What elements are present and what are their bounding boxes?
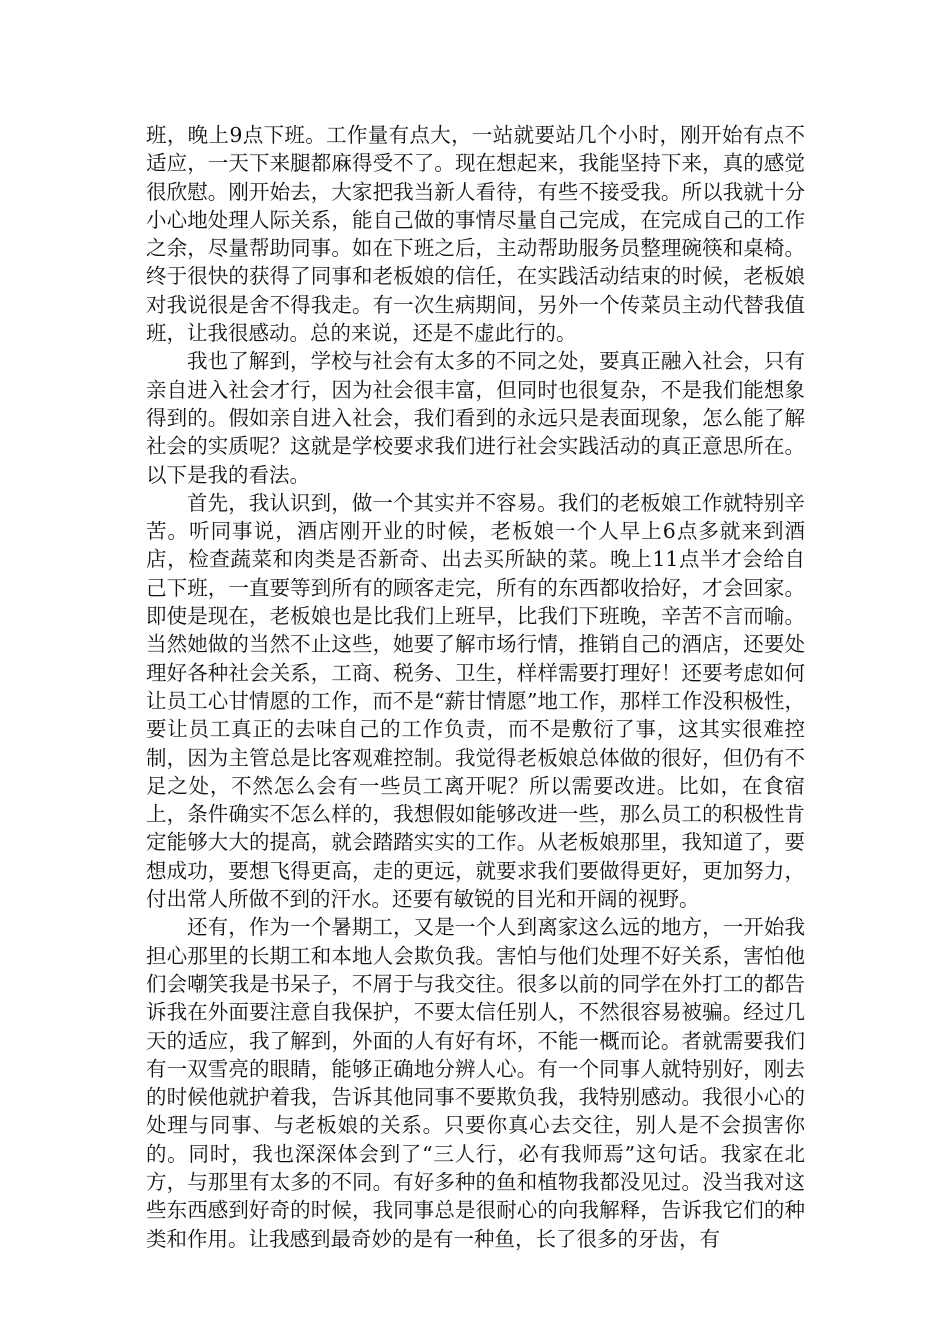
document-body [146,121,805,1253]
paragraph-3: 首先，我认识到，做一个其实并不容易。我们的老板娘工作就特别辛苦。听同事说，酒店刚开业的时候，老板娘一个人早上6点多就来到酒店，检查蔬菜和肉类是否新奇、出去买所缺的菜。晚上11点半才会给自己下班，一直要等到所有的顾客走完，所有的东西都收拾好，才会回家。即使是现在，老板娘也是比我们上班早，比我们下班晚，辛苦不言而喻。当然她做的当然不止这些，她要了解市场行情，推销自己的酒店，还要处理好各种社会关系，工商、税务、卫生，样样需要打理好！还要考虑如何让员工心甘情愿的工作，而不是“薪甘情愿”地工作，那样工作没积极性，要让员工真正的去味自己的工作负责，而不是敷衍了事，这其实很难控制，因为主管总是比客观难控制。我觉得老板娘总体做的很好，但仍有不足之处，不然怎么会有一些员工离开呢？所以需要改进。比如，在食宿上，条件确实不怎么样的，我想假如能够改进一些，那么员工的积极性肯定能够大大的提高，就会踏踏实实的工作。从老板娘那里，我知道了，要想成功，要想飞得更高，走的更远，就要求我们要做得更好，更加努力，付出常人所做不到的汗水。还要有敏锐的目光和开阔的视野。 [146,490,805,912]
paragraph-4: 还有，作为一个暑期工，又是一个人到离家这么远的地方，一开始我担心那里的长期工和本地人会欺负我。害怕与他们处理不好关系，害怕他们会嘲笑我是书呆子，不屑于与我交往。很多以前的同学在外打工的都告诉我在外面要注意自我保护，不要太信任别人，不然很容易被骗。经过几天的适应，我了解到，外面的人有好有坏，不能一概而论。者就需要我们有一双雪亮的眼睛，能够正确地分辨人心。有一个同事人就特别好，刚去的时候他就护着我，告诉其他同事不要欺负我，我特别感动。我很小心的处理与同事、与老板娘的关系。只要你真心去交往，别人是不会损害你的。同时，我也深深体会到了“三人行，必有我师焉”这句话。我家在北方，与那里有太多的不同。有好多种的鱼和植物我都没见过。没当我对这些东西感到好奇的时候，我同事总是很耐心的向我解释，告诉我它们的种类和作用。让我感到最奇妙的是有一种鱼，长了很多的牙齿，有 [146,915,805,1251]
paragraph-2: 我也了解到，学校与社会有太多的不同之处，要真正融入社会，只有亲自进入社会才行，因为社会很丰富，但同时也很复杂，不是我们能想象得到的。假如亲自进入社会，我们看到的永远只是表面现象，怎么能了解社会的实质呢？这就是学校要求我们进行社会实践活动的真正意思所在。以下是我的看法。 [146,349,805,487]
paragraph-1: 班，晚上9点下班。工作量有点大，一站就要站几个小时，刚开始有点不适应，一天下来腿都麻得受不了。现在想起来，我能坚持下来，真的感觉很欣慰。刚开始去，大家把我当新人看待，有些不接受我。所以我就十分小心地处理人际关系，能自己做的事情尽量自己完成，在完成自己的工作之余，尽量帮助同事。如在下班之后，主动帮助服务员整理碗筷和桌椅。终于很快的获得了同事和老板娘的信任，在实践活动结束的时候，老板娘对我说很是舍不得我走。有一次生病期间，另外一个传菜员主动代替我值班，让我很感动。总的来说，还是不虚此行的。 [146,123,805,346]
